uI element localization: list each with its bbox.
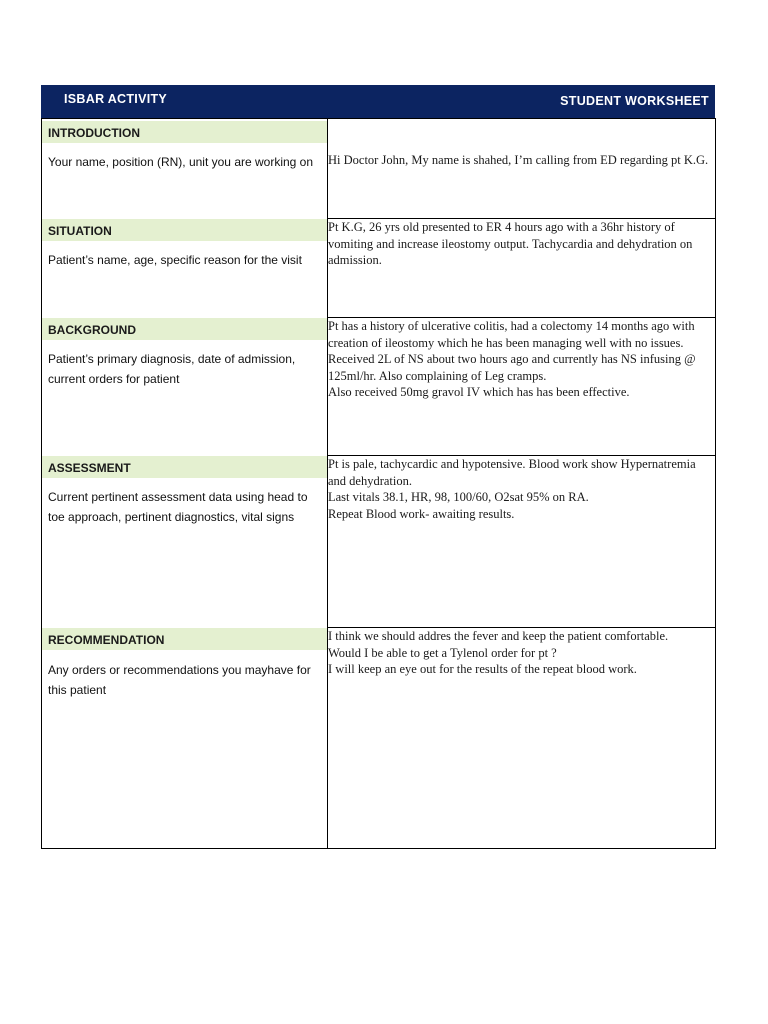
section-prompt-background: Patient’s primary diagnosis, date of admission, current orders for patient	[48, 352, 296, 386]
answer-line: Hi Doctor John, My name is shahed, I’m calling from ED regarding pt K.G.	[328, 153, 709, 167]
header-title: ISBAR ACTIVITY	[64, 92, 168, 106]
section-label-recommendation: RECOMMENDATION	[48, 633, 165, 647]
answer-line: Pt is pale, tachycardic and hypotensive. Blood work show Hypernatremia and dehydration.	[328, 457, 696, 488]
answer-line: I think we should addres the fever and keep the patient comfortable.	[328, 629, 669, 643]
section-answer-recommendation	[328, 628, 716, 678]
section-answer-background	[328, 318, 716, 401]
section-band-assessment	[42, 456, 327, 479]
section-answer-situation	[328, 219, 716, 269]
header-subtitle: STUDENT WORKSHEET	[560, 94, 709, 108]
section-prompt-assessment: Current pertinent assessment data using head to toe approach, pertinent diagnostics, vital signs	[48, 490, 308, 524]
section-label-situation: SITUATION	[48, 224, 112, 238]
section-band-recommendation	[42, 628, 327, 651]
answer-line: Received 2L of NS about two hours ago and currently has NS infusing @ 125ml/hr. Also complaining of Leg cramps.	[328, 352, 696, 383]
section-prompt-introduction: Your name, position (RN), unit you are working on	[48, 155, 314, 169]
section-band-introduction	[42, 121, 327, 144]
section-label-introduction: INTRODUCTION	[48, 126, 140, 140]
section-answer-introduction	[328, 152, 716, 169]
answer-line: Pt K.G, 26 yrs old presented to ER 4 hours ago with a 36hr history of vomiting and increase ileostomy output. Tachycardia and dehydration on admission.	[328, 220, 693, 267]
answer-line: Repeat Blood work- awaiting results.	[328, 506, 515, 521]
section-prompt-recommendation: Any orders or recommendations you mayhave for this patient	[48, 663, 311, 697]
answer-line: Would I be able to get a Tylenol order for pt ?	[328, 645, 557, 660]
answer-line: Also received 50mg gravol IV which has has been effective.	[328, 385, 630, 399]
answer-line: Last vitals 38.1, HR, 98, 100/60, O2sat 95% on RA.	[328, 490, 589, 504]
section-prompt-situation: Patient’s name, age, specific reason for the visit	[48, 253, 302, 267]
answer-line: Pt has a history of ulcerative colitis, had a colectomy 14 months ago with creation of ileostomy which he has been managing well with no issues.	[328, 319, 695, 350]
section-band-background	[42, 318, 327, 341]
section-label-background: BACKGROUND	[48, 323, 136, 337]
section-band-situation	[42, 219, 327, 242]
section-answer-assessment	[328, 456, 716, 522]
worksheet-header	[41, 85, 715, 118]
section-label-assessment: ASSESSMENT	[48, 461, 131, 475]
answer-line: I will keep an eye out for the results of the repeat blood work.	[328, 662, 637, 676]
